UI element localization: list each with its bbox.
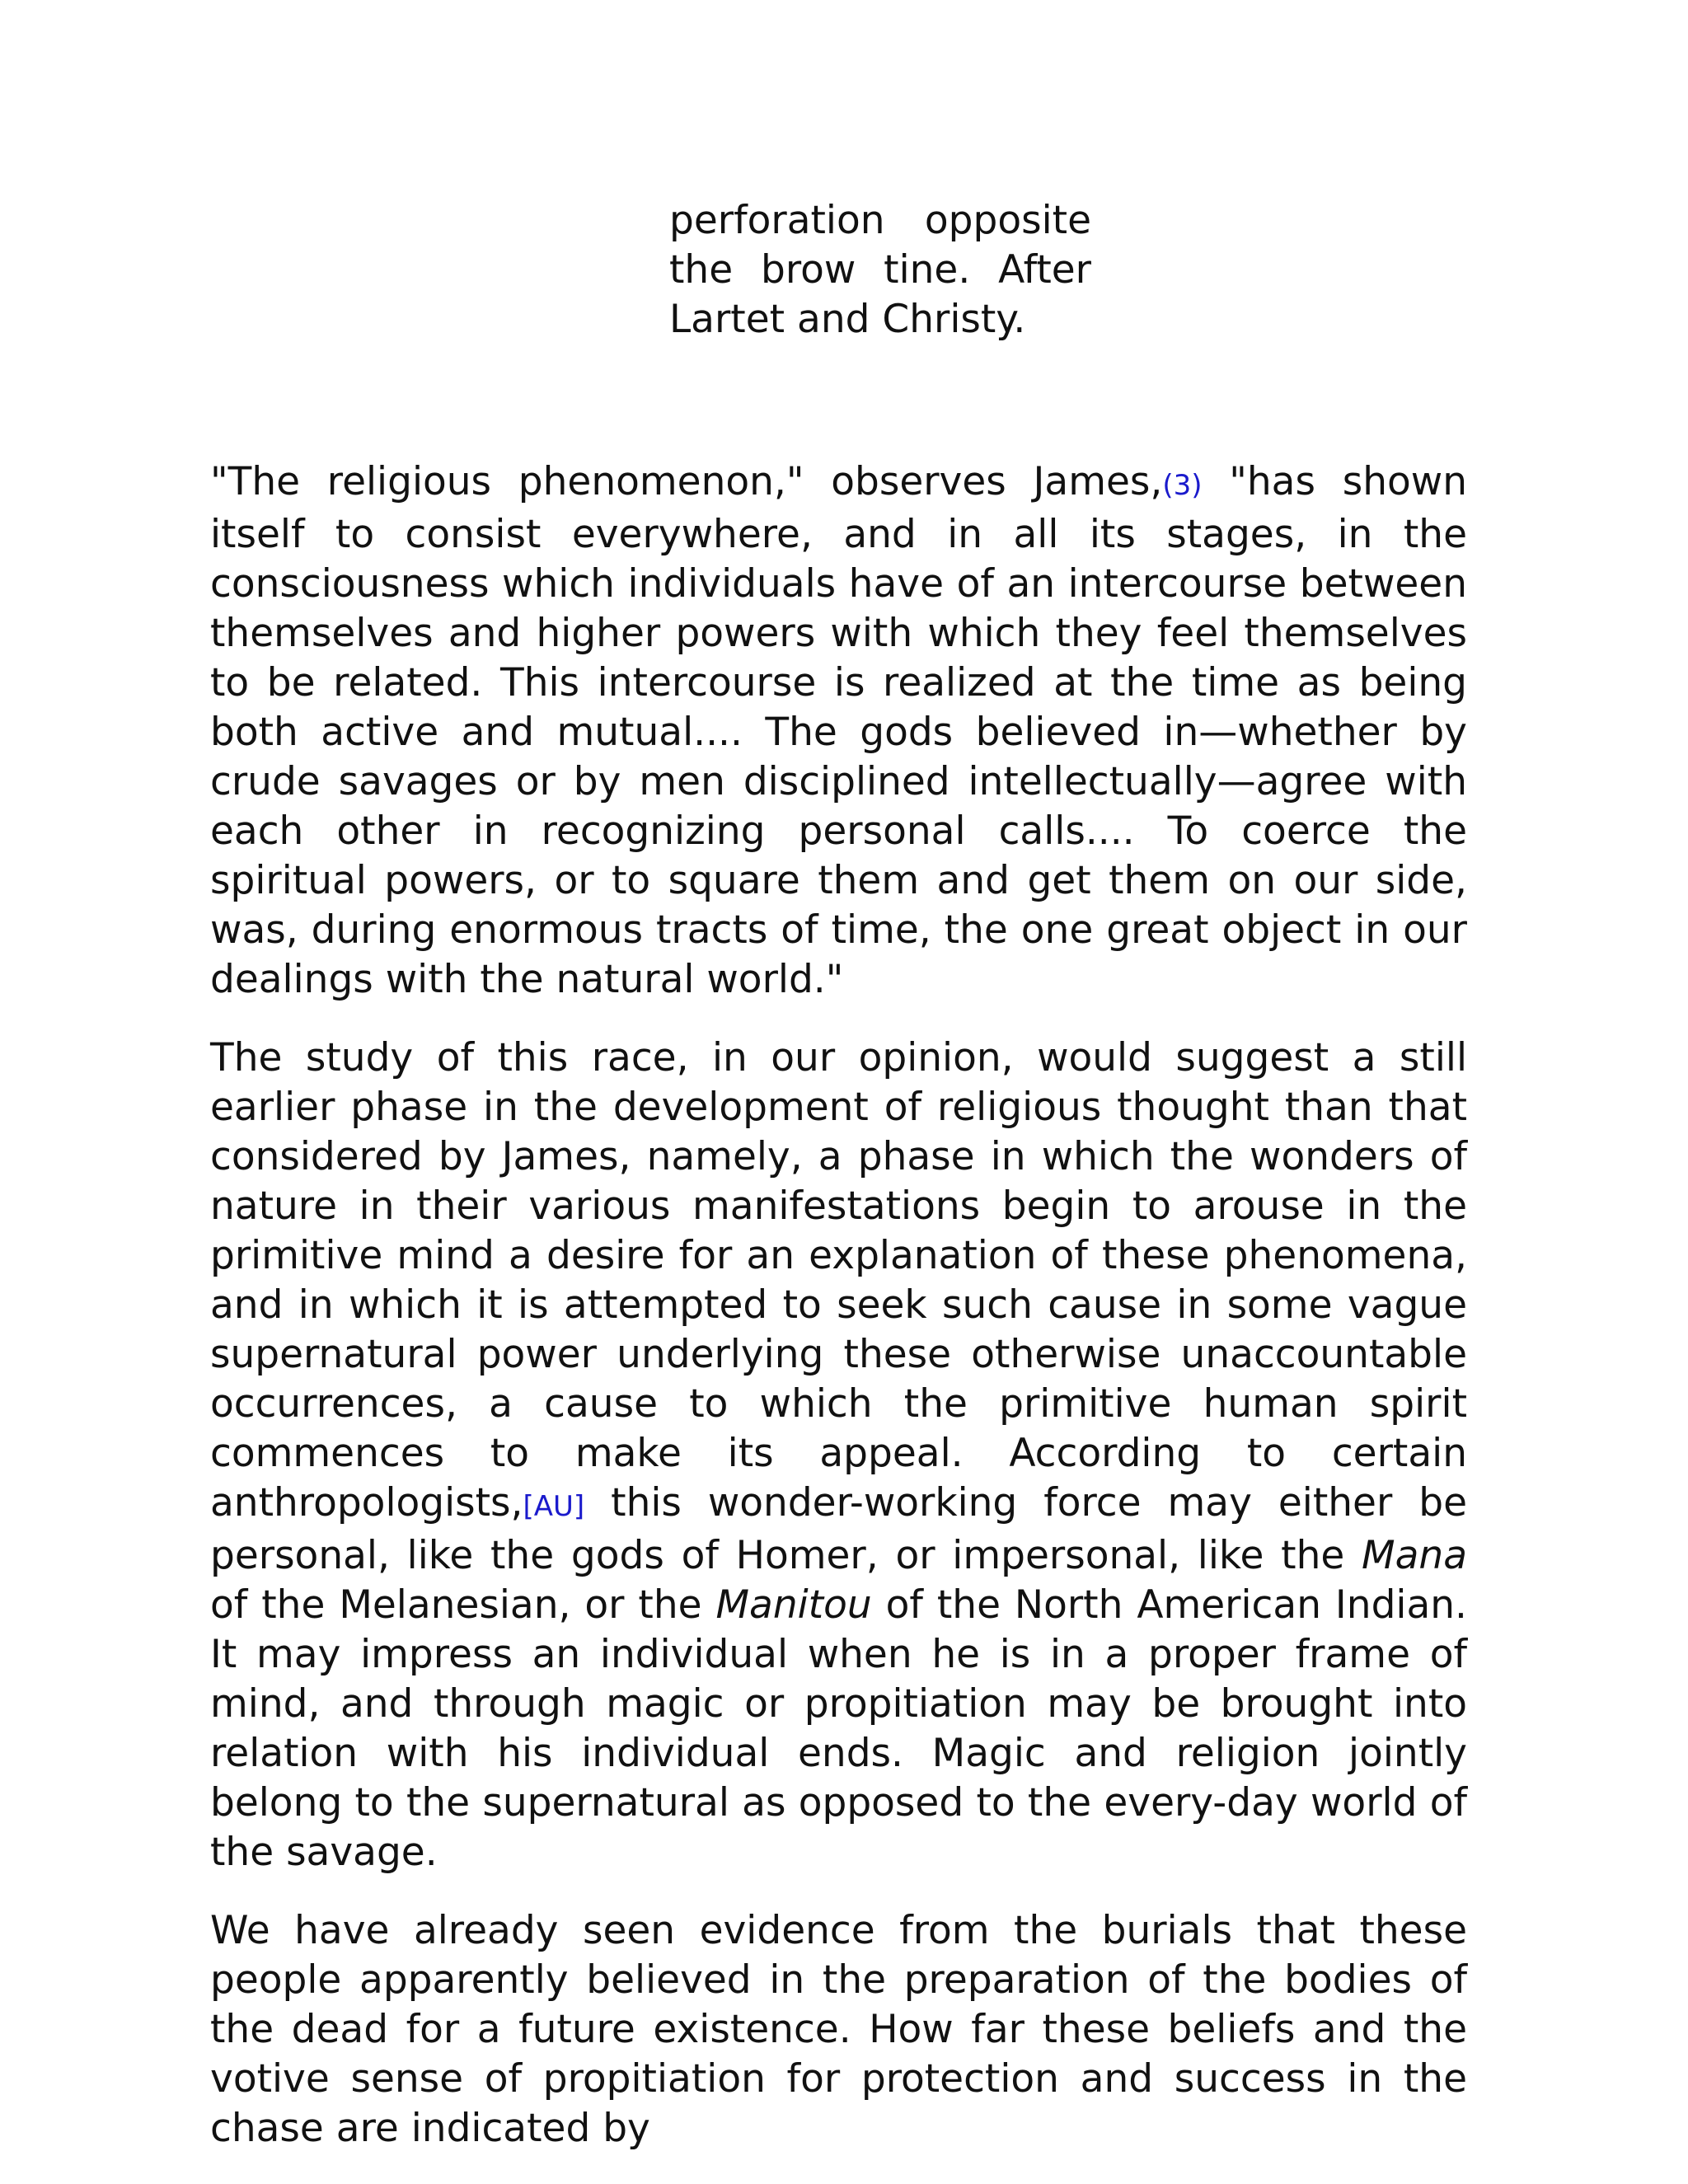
paragraph-text: The study of this race, in our opinion, would suggest a still earlier phase in the development of religious thought than that considered by James, namely, a phase in which the wonders of nature in their various manifestations begin to arouse in the primitive mind a desire for an explanation of these phenomena, and in which it is attempted to seek such cause in some vague supernatural power underlying these otherwise unaccountable occurrences, a cause to which the primitive human spirit commences to make its appeal. According to certain anthropologists, — [210, 1035, 1467, 1526]
paragraph-text: of the Melanesian, or the — [210, 1582, 716, 1628]
main-text — [210, 457, 1467, 2182]
paragraph-text: "has shown itself to consist everywhere, and in all its stages, in the consciousness which individuals have of an intercourse between themselves and higher powers with which they feel themselves to be related. This intercourse is realized at the time as being both active and mutual.... The gods believed in—whether by crude savages or by men disciplined intellectually—agree with each other in recognizing personal calls.... To coerce the spiritual powers, or to square them and get them on our side, was, during enormous tracts of time, the one great object in our dealings with the natural world." — [210, 459, 1467, 1002]
paragraph-text: "The religious phenomenon," observes James, — [210, 459, 1163, 504]
paragraph-burials: We have already seen evidence from the burials that these people apparently believed in the preparation of the bodies of the dead for a future existence. How far these beliefs and the votive sense of propitiation for protection and success in the chase are indicated by — [210, 1908, 1467, 2151]
footnote-link-au[interactable]: [AU] — [523, 1490, 585, 1523]
paragraph-text: of the North American Indian. It may impress an individual when he is in a proper frame of mind, and through magic or propitiation may be brought into relation with his individual ends. Magic and religion jointly belong to the supernatural as opposed to the every-day world of the savage. — [210, 1582, 1468, 1875]
paragraph-james-quote — [210, 457, 1467, 1005]
italic-term-mana: Mana — [1362, 1533, 1467, 1578]
paragraph-text: this wonder-working force may either be personal, like the gods of Homer, or impersonal, like the — [210, 1480, 1467, 1578]
paragraph-religious-thought — [210, 1033, 1467, 1877]
footnote-link-3[interactable]: (3) — [1162, 469, 1203, 502]
italic-term-manitou: Manitou — [715, 1582, 872, 1628]
figure-caption: perforation opposite the brow tine. After Lartet and Christy. — [669, 198, 1091, 342]
